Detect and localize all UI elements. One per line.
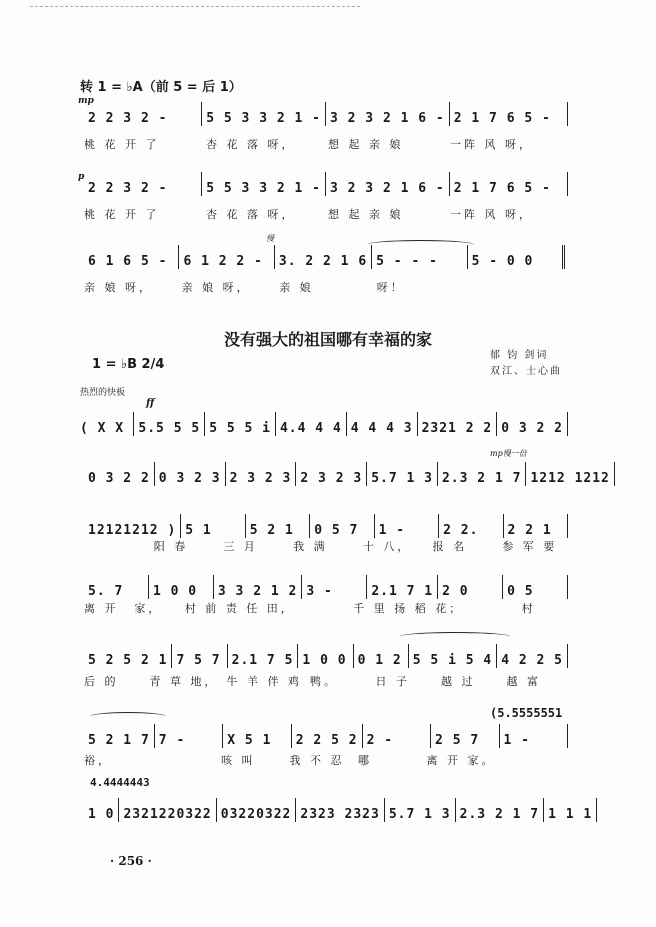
measure: 2 2. [443, 523, 479, 538]
page-number: · 256 · [110, 854, 152, 868]
lyric: 阳 春 [153, 540, 189, 553]
measure: X 5 1 [227, 733, 272, 748]
top-rule [30, 6, 360, 7]
lyrics-row-7 [80, 600, 568, 616]
lyric [299, 600, 349, 616]
measure: 0 3 2 2 [501, 421, 563, 436]
measure: 2.1 7 1 [371, 584, 434, 599]
measure: 3 2 3 2 1 6 - [330, 181, 445, 196]
tempo-marking: 热烈的快板 [80, 388, 126, 398]
barline [567, 172, 568, 196]
measure: 0 5 7 [314, 523, 359, 538]
lyric: 我 不 忍 [289, 754, 345, 767]
lyrics-row-1 [80, 136, 568, 152]
measure: 5 2 1 [249, 523, 294, 538]
lyric: 村 [521, 602, 536, 615]
measure: 03220322 [220, 807, 292, 822]
measure: 1 - [503, 733, 531, 748]
measure: 2 2 3 2 - [88, 111, 168, 126]
measure: 2323 2323 [300, 807, 380, 822]
lyric: 离 开 家。 [426, 754, 496, 767]
measure: 2321 2 2 [421, 421, 493, 436]
lyric: 一阵 风 呀， [450, 208, 533, 221]
volta-bracket-1: (5.5555551 [490, 706, 563, 720]
lyrics-row-6 [80, 538, 568, 554]
tie [400, 632, 510, 641]
measure: 2 2 5 2 [295, 733, 358, 748]
measure: 2.3 2 1 7 [459, 807, 540, 822]
measure: 1 1 1 [548, 807, 593, 822]
barline [567, 514, 568, 538]
measure: 5 5 3 3 2 1 - [206, 181, 321, 196]
lyric: 想 起 亲 娘 [328, 138, 404, 151]
measure: 2 3 2 3 [300, 471, 363, 486]
notes-row-8 [84, 642, 568, 668]
dynamic-ff: ff [146, 398, 155, 409]
measure: 5 5 i 5 4 [412, 653, 493, 668]
measure: 0 5 [507, 584, 534, 599]
lyric: 亲 娘 [279, 281, 314, 294]
measure: 7 - [158, 733, 186, 748]
measure: 5 5 5 i [209, 421, 271, 436]
dynamic-p: p [78, 172, 85, 182]
measure: 5 2 1 7 [88, 733, 150, 748]
barline [567, 644, 568, 668]
lyric: 家， [134, 602, 163, 615]
notes-row-2 [84, 170, 568, 196]
measure: 5 - 0 0 [471, 254, 534, 269]
notes-row-7 [84, 573, 568, 599]
lyricist: 郁 钧 剑词 [490, 350, 549, 361]
lyric: 村 前 责 任 田， [184, 602, 295, 615]
lyrics-row-9 [80, 752, 568, 768]
lyric: 裕， [84, 754, 112, 767]
lyric: 参 军 要 [502, 540, 558, 553]
lyric: 桃 花 开 了 [84, 208, 160, 221]
notes-row-3 [84, 243, 568, 269]
lyric: 千 里 扬 稻 花； [353, 602, 464, 615]
measure: 4.4 4 4 [279, 421, 342, 436]
measure: 2.3 2 1 7 [441, 471, 522, 486]
lyric: 我 满 [293, 540, 328, 553]
measure: 5 2 5 2 1 [88, 653, 168, 668]
lyric: 哪 [358, 754, 372, 767]
lyric: 鸭。 [310, 675, 338, 688]
measure: 2 1 7 6 5 - [453, 111, 551, 126]
lyrics-row-2 [80, 206, 568, 222]
measure: ( X X [80, 421, 125, 436]
song-title: 没有强大的祖国哪有幸福的家 [223, 330, 432, 349]
measure: 2 2 1 [507, 523, 552, 538]
measure: 1 0 0 [302, 653, 347, 668]
measure: 0 3 2 2 [88, 471, 150, 486]
lyric: 离 开 [84, 602, 119, 615]
lyric: 越 过 [441, 675, 476, 688]
lyric: 想 起 亲 娘 [328, 208, 404, 221]
measure: 6 1 6 5 - [88, 254, 168, 269]
measure: 0 1 2 [357, 653, 402, 668]
composer: 双江、士心曲 [490, 366, 562, 377]
measure: 2 5 7 [435, 733, 480, 748]
measure: 5 - - - [376, 254, 438, 269]
lyric: 青 草 地， [149, 675, 219, 688]
barline [567, 412, 568, 436]
lyric: 三 月 [223, 540, 258, 553]
dynamic-mp: mp [78, 96, 94, 106]
tempo-change-mark: mp慢一倍 [490, 449, 527, 458]
volta-bracket-2: 4.4444443 [90, 776, 150, 789]
measure: 3 - [306, 584, 333, 599]
lyric: 十 八， [362, 540, 412, 553]
measure: 4 2 2 5 [501, 653, 564, 668]
barline [567, 724, 568, 748]
credits [490, 348, 562, 380]
barline [596, 798, 597, 822]
measure: 3 2 3 2 1 6 - [330, 111, 445, 126]
notes-row-1 [84, 100, 568, 126]
lyrics-row-3 [80, 279, 568, 295]
notes-row-5 [84, 460, 610, 486]
key-signature: 1 = ♭B 2/4 [92, 357, 165, 372]
measure: 1 - [378, 523, 406, 538]
notes-row-6 [84, 512, 568, 538]
lyric [80, 538, 150, 554]
measure: 2 2 3 2 - [88, 181, 168, 196]
lyric: 杏 花 落 呀， [206, 138, 296, 151]
lyric [500, 752, 569, 768]
measure: 5.7 1 3 [388, 807, 451, 822]
measure: 5.5 5 5 [138, 421, 201, 436]
measure: 7 5 7 [176, 653, 221, 668]
measure: 1 0 [88, 807, 115, 822]
measure: 5 5 3 3 2 1 - [206, 111, 321, 126]
lyric: 日 子 [375, 675, 410, 688]
lyric: 咳 叫 [221, 754, 256, 767]
measure: 0 3 2 3 [158, 471, 221, 486]
measure: 5.7 1 3 [371, 471, 433, 486]
measure: 1212 1212 [530, 471, 610, 486]
measure: 2 1 7 6 5 - [453, 181, 551, 196]
barline [567, 575, 568, 599]
lyric: 牛 羊 伴 鸡 [226, 675, 302, 688]
barline [614, 462, 615, 486]
measure: 5. 7 [88, 584, 124, 599]
measure: 2321220322 [123, 807, 212, 822]
measure: 3. 2 2 1 6 [278, 254, 368, 269]
lyric [467, 600, 517, 616]
lyric: 越 富 [506, 675, 541, 688]
lyric: 桃 花 开 了 [84, 138, 160, 151]
notes-row-4 [76, 410, 568, 436]
measure: 2.1 7 5 [231, 653, 294, 668]
measure: 4 4 4 3 [350, 421, 413, 436]
measure: 3 3 2 1 2 [217, 584, 298, 599]
lyrics-row-8 [80, 673, 568, 689]
lyric [470, 279, 568, 295]
measure: 6 1 2 2 - [183, 254, 263, 269]
measure: 2 0 [442, 584, 469, 599]
lyric: 报 名 [432, 540, 468, 553]
lyric: 呀！ [376, 281, 405, 294]
lyric: 亲 娘 呀， [181, 281, 251, 294]
measure: 12121212 ) [88, 523, 177, 538]
lyric: 后 的 [84, 675, 119, 688]
lyric: 亲 娘 呀， [84, 281, 153, 294]
final-barline [562, 245, 568, 269]
measure: 2 3 2 3 [229, 471, 292, 486]
lyric: 一阵 风 呀， [450, 138, 533, 151]
tie [90, 712, 166, 721]
measure: 2 - [366, 733, 394, 748]
lyric: 杏 花 落 呀， [206, 208, 296, 221]
barline [567, 102, 568, 126]
transpose-marking: 转 1 = ♭A（前 5 = 后 1） [80, 80, 242, 95]
lyric [149, 752, 218, 768]
measure: 5 1 [185, 523, 212, 538]
measure: 1 0 0 [152, 584, 198, 599]
notes-row-9 [84, 722, 568, 748]
tempo-slow-mark: 慢 [266, 234, 274, 243]
notes-row-10 [84, 796, 593, 822]
